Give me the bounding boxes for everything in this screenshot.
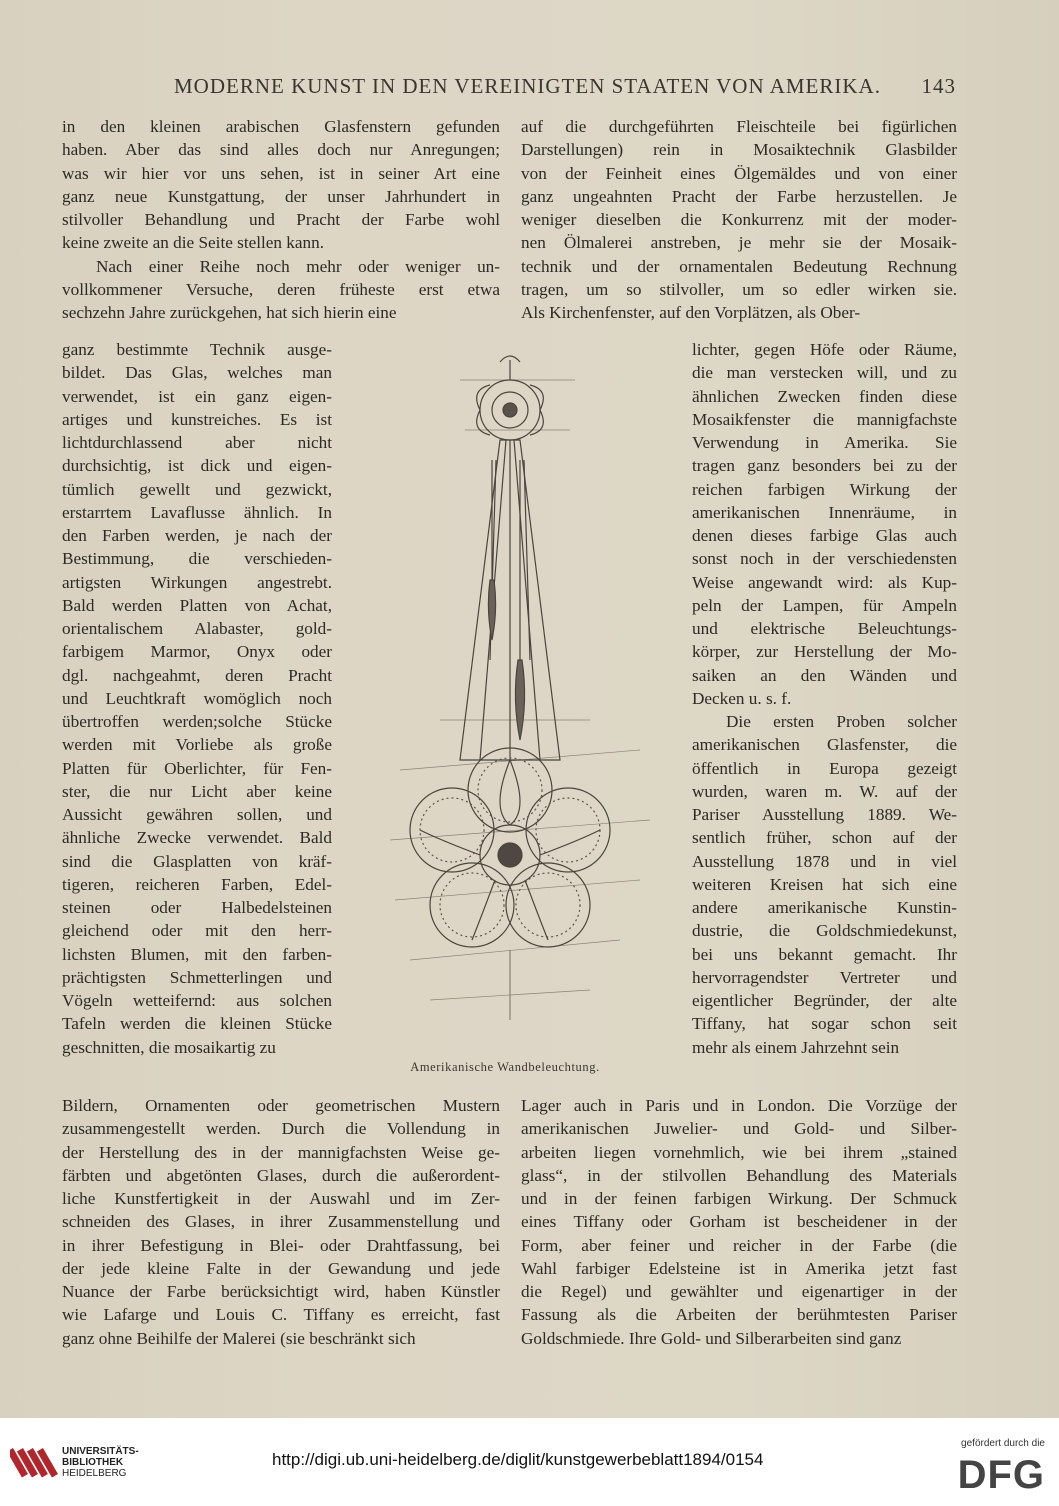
right-column-middle xyxy=(692,338,957,1059)
text-line: tümlich gewellt und gezwickt, xyxy=(62,479,332,499)
text-line: technik und der ornamentalen Bedeutung Rechnung xyxy=(521,256,957,276)
text-line: sind die Glasplatten von kräf- xyxy=(62,851,332,871)
text-line: ganz neue Kunstgattung, der unser Jahrhundert in xyxy=(62,186,500,206)
text-line: amerikanischen Innenräume, in xyxy=(692,502,957,522)
text-line: bei uns bekannt gemacht. Ihr xyxy=(692,944,957,964)
text-line: und Leuchtkraft womöglich noch xyxy=(62,688,332,708)
text-line: Decken u. s. f. xyxy=(692,688,792,708)
text-line: mehr als einem Jahrzehnt sein xyxy=(692,1037,900,1057)
flower-shade xyxy=(410,748,610,947)
text-line: Weise angewandt wird: als Kup- xyxy=(692,572,957,592)
text-line: den Farben werden, je nach der xyxy=(62,526,332,545)
text-line: Goldschmiede. Ihre Gold- und Silberarbeiten sind ganz xyxy=(521,1328,902,1348)
text-line: stilvoller Behandlung und Pracht der Farbe wohl xyxy=(62,210,500,229)
text-line: vollkommener Versuche, deren früheste erst etwa xyxy=(62,279,500,299)
text-line: lichter, gegen Höfe oder Räume, xyxy=(692,340,957,359)
text-line: Ausstellung 1878 und in viel xyxy=(692,851,957,871)
source-url-link[interactable]: http://digi.ub.uni-heidelberg.de/diglit/kunstgewerbeblatt1894/0154 xyxy=(272,1450,764,1469)
text-line: körper, zur Herstellung der Mo- xyxy=(692,642,957,662)
text-line: ganz ohne Beihilfe der Malerei (sie beschränkt sich xyxy=(62,1328,416,1348)
library-name-line1: UNIVERSITÄTS- xyxy=(62,1446,139,1457)
text-line: liche Kunstfertigkeit in der Auswahl und im Zer- xyxy=(62,1189,500,1208)
text-line: Fassung als die Arbeiten der berühmtesten Pariser xyxy=(521,1305,957,1325)
text-line: amerikanischen Juwelier- und Gold- und Silber- xyxy=(521,1119,957,1139)
library-name-line2: BIBLIOTHEK xyxy=(62,1457,124,1468)
text-line: Nuance der Farbe berücksichtigt wird, haben Künstler xyxy=(62,1282,500,1301)
text-line: tragen ganz besonders bei zu der xyxy=(692,456,957,476)
text-line: zusammengestellt werden. Durch die Vollendung in xyxy=(62,1119,500,1139)
text-line: ster, die nur Licht aber keine xyxy=(62,781,332,801)
text-line: der Herstellung des in der mannigfachsten Weise ge- xyxy=(62,1142,500,1162)
text-line: und elektrische Beleuchtungs- xyxy=(692,619,957,638)
text-line: hervorragendster Vertreter und xyxy=(692,967,957,987)
text-line: prächtigsten Schmetterlingen und xyxy=(62,967,332,987)
text-line: öffentlich in Europa gezeigt xyxy=(692,758,957,778)
text-line: dustrie, die Goldschmiedekunst, xyxy=(692,921,957,941)
text-line: steinen oder Halbedelsteinen xyxy=(62,898,332,917)
text-line: Tafeln werden die kleinen Stücke xyxy=(62,1014,332,1034)
dfg-logo[interactable]: DFG xyxy=(957,1453,1045,1497)
text-line: ganz ungeahnten Pracht der Farbe herzustellen. Je xyxy=(521,186,957,206)
figure-caption: Amerikanische Wandbeleuchtung. xyxy=(410,1060,600,1074)
text-line: gleichend oder mit den herr- xyxy=(62,921,332,941)
text-line: orientalischem Alabaster, gold- xyxy=(62,619,332,638)
text-line: Nach einer Reihe noch mehr oder weniger un- xyxy=(96,256,500,276)
text-line: die man verstecken will, und zu xyxy=(692,363,957,383)
text-line: keine zweite an die Seite stellen kann. xyxy=(62,233,325,253)
text-line: Als Kirchenfenster, auf den Vorplätzen, als Ober- xyxy=(521,303,861,322)
text-line: haben. Aber das sind alles doch nur Anregungen; xyxy=(62,140,500,160)
text-line: Bald werden Platten von Achat, xyxy=(62,595,332,615)
text-line: färbten und abgetönten Glases, durch die außerordent- xyxy=(62,1165,500,1185)
text-line: nen Ölmalerei anstreben, je mehr sie der Mosaik- xyxy=(521,233,957,253)
text-line: Bestimmung, die verschieden- xyxy=(62,549,332,569)
text-line: amerikanischen Glasfenster, die xyxy=(692,735,957,755)
lamp-stem xyxy=(460,440,560,760)
text-line: Vögeln wetteifernd: aus solchen xyxy=(62,991,332,1010)
left-column-top xyxy=(62,115,500,324)
running-header xyxy=(62,68,956,98)
text-line: bildet. Das Glas, welches man xyxy=(62,363,332,383)
text-line: erstarrtem Lavaflusse ähnlich. In xyxy=(62,502,332,522)
left-column-middle xyxy=(62,338,332,1059)
text-line: schneiden des Glases, in ihrer Zusammenstellung und xyxy=(62,1212,500,1232)
text-line: sechzehn Jahre zurückgehen, hat sich hierin eine xyxy=(62,303,397,322)
text-line: die Regel) und gewählter und eigenartiger in der xyxy=(521,1282,957,1301)
text-line: andere amerikanische Kunstin- xyxy=(692,898,957,917)
text-line: Lager auch in Paris und in London. Die Vorzüge der xyxy=(521,1096,957,1115)
library-name-line3: HEIDELBERG xyxy=(62,1468,127,1479)
text-line: was wir hier vor uns sehen, ist in seiner Art eine xyxy=(62,163,500,183)
text-line: arbeiten liegen vornehmlich, wie bei ihrem „stained xyxy=(521,1142,957,1162)
text-line: Platten für Oberlichter, für Fen- xyxy=(62,758,332,778)
text-line: wurden, waren m. W. auf der xyxy=(692,781,957,801)
text-line: sentlich früher, schon auf der xyxy=(692,828,957,848)
text-line: Wahl farbiger Edelsteine ist in Amerika jetzt fast xyxy=(521,1258,957,1278)
text-line: geschnitten, die mosaikartig zu xyxy=(62,1037,276,1057)
library-name xyxy=(62,1446,139,1479)
text-line: und in der feinen farbigen Wirkung. Der Schmuck xyxy=(521,1189,957,1208)
text-line: Darstellungen) rein in Mosaiktechnik Glasbilder xyxy=(521,140,957,160)
page-number: 143 xyxy=(921,74,956,98)
text-line: in ihrer Befestigung in Blei- oder Drahtfassung, bei xyxy=(62,1235,500,1255)
text-line: verwendet, ist ein ganz eigen- xyxy=(62,386,332,406)
text-line: tragen, um so stilvoller, um so edler wirken sie. xyxy=(521,279,957,299)
wall-lamp-illustration xyxy=(340,340,680,1060)
text-line: ähnliche Zwecke verwendet. Bald xyxy=(62,828,332,848)
text-line: sonst noch in der verschiedensten xyxy=(692,549,957,569)
text-line: Mosaikfenster die mannigfachste xyxy=(692,409,957,429)
text-line: Aussicht gewähren sollen, und xyxy=(62,805,332,824)
text-line: auf die durchgeführten Fleischteile bei figürlichen xyxy=(521,117,957,136)
university-logo-icon[interactable] xyxy=(10,1440,58,1488)
text-line: saiken an den Wänden und xyxy=(692,665,957,685)
text-line: übertroffen werden;solche Stücke xyxy=(62,712,332,731)
text-line: wie Lafarge und Louis C. Tiffany es erreicht, fast xyxy=(62,1305,500,1325)
text-line: Verwendung in Amerika. Sie xyxy=(692,433,957,452)
digitization-footer xyxy=(0,1418,1059,1506)
text-line: reichen farbigen Wirkung der xyxy=(692,479,957,499)
top-rosette xyxy=(477,356,544,440)
text-line: lichtdurchlassend aber nicht xyxy=(62,433,332,452)
text-line: weniger dieselben die Konkurrenz mit der moder- xyxy=(521,210,957,229)
text-line: eines Tiffany oder Gorham ist bescheidener in der xyxy=(521,1212,957,1232)
text-line: ähnlichen Zwecken finden diese xyxy=(692,386,957,406)
text-line: peln der Lampen, für Ampeln xyxy=(692,595,957,615)
text-line: ganz bestimmte Technik ausge- xyxy=(62,340,332,359)
text-line: Form, aber feiner und reicher in der Farbe (die xyxy=(521,1235,957,1255)
right-column-top xyxy=(521,115,957,324)
text-line: Pariser Ausstellung 1889. We- xyxy=(692,805,957,824)
running-title: MODERNE KUNST IN DEN VEREINIGTEN STAATEN VON AMERIKA. xyxy=(174,74,881,98)
text-line: Die ersten Proben solcher xyxy=(726,712,957,731)
text-line: Bildern, Ornamenten oder geometrischen Mustern xyxy=(62,1096,500,1115)
text-line: glass“, in der stilvollen Behandlung des Materials xyxy=(521,1165,957,1185)
text-line: dgl. nachgeahmt, deren Pracht xyxy=(62,665,332,685)
right-column-bottom xyxy=(521,1094,957,1350)
text-line: artigsten Wirkungen angestrebt. xyxy=(62,572,332,592)
left-column-bottom xyxy=(62,1094,500,1350)
text-line: in den kleinen arabischen Glasfenstern gefunden xyxy=(62,117,500,136)
text-line: von der Feinheit eines Ölgemäldes und von einer xyxy=(521,163,957,183)
text-line: artiges und kunstreiches. Es ist xyxy=(62,409,332,429)
text-line: lichsten Blumen, mit den farben- xyxy=(62,944,332,964)
text-line: Tiffany, hat sogar schon seit xyxy=(692,1014,957,1034)
text-line: durchsichtig, ist dick und eigen- xyxy=(62,456,332,476)
text-line: denen dieses farbige Glas auch xyxy=(692,526,957,545)
text-line: der jede kleine Falte in der Gewandung und jede xyxy=(62,1258,500,1278)
funded-by-label: gefördert durch die xyxy=(961,1438,1045,1449)
text-line: werden mit Vorliebe als große xyxy=(62,735,332,755)
text-line: eigentlicher Begründer, der alte xyxy=(692,991,957,1010)
text-line: weiteren Kreisen hat sich eine xyxy=(692,874,957,894)
text-line: tigeren, reicheren Farben, Edel- xyxy=(62,874,332,894)
text-line: farbigem Marmor, Onyx oder xyxy=(62,642,332,662)
